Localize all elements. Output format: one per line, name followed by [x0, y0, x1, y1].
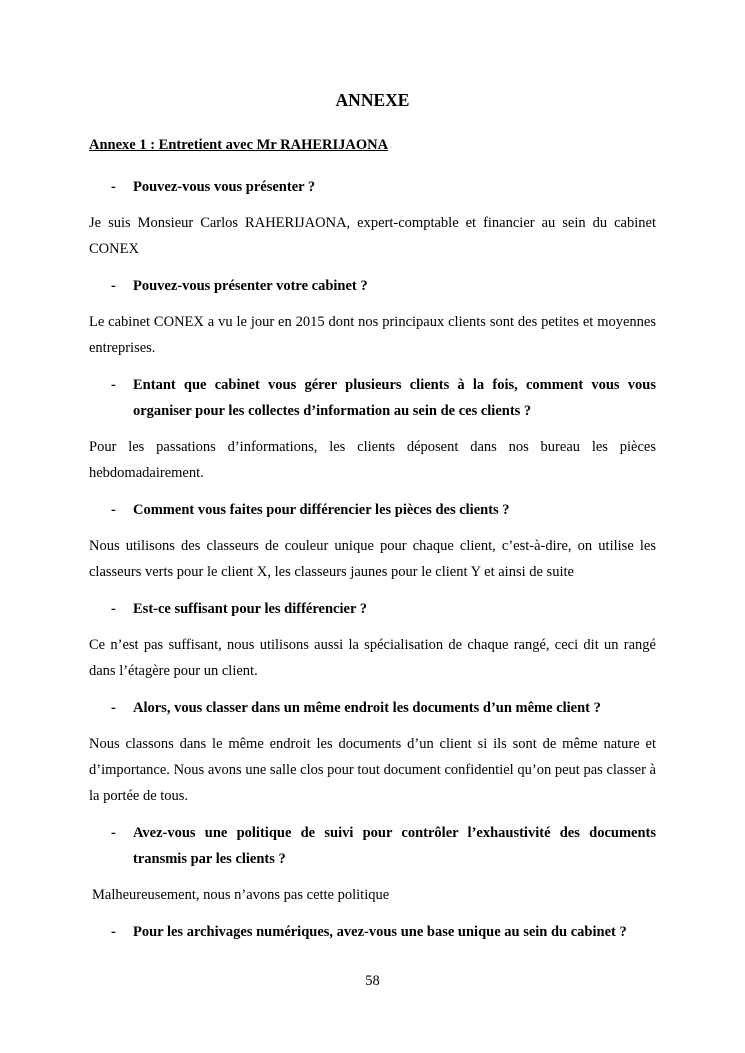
- question-6: [111, 695, 656, 721]
- question-1: [111, 174, 656, 200]
- page-number: 58: [365, 973, 380, 989]
- answer-6: Nous classons dans le même endroit les documents d’un client si ils sont de même nature et d’importance. Nous avons une salle clos pour tout document confidentiel qu’on peut pas classer à la portée de tous.: [89, 736, 656, 804]
- answer-5: Ce n’est pas suffisant, nous utilisons aussi la spécialisation de chaque rangé, ceci dit un rangé dans l’étagère pour un client.: [89, 637, 656, 679]
- answer-7: Malheureusement, nous n’avons pas cette politique: [92, 887, 390, 903]
- bullet-dash: -: [111, 278, 116, 294]
- bullet-dash: -: [111, 700, 116, 716]
- answer-3: Pour les passations d’informations, les clients déposent dans nos bureau les pièces hebdomadairement.: [89, 439, 656, 481]
- answer-2: Le cabinet CONEX a vu le jour en 2015 dont nos principaux clients sont des petites et moyennes entreprises.: [89, 314, 656, 356]
- bullet-dash: -: [111, 377, 116, 393]
- question-text: Pour les archivages numériques, avez-vous une base unique au sein du cabinet ?: [133, 924, 627, 940]
- question-text: Pouvez-vous présenter votre cabinet ?: [133, 278, 368, 294]
- question-text: Avez-vous une politique de suivi pour contrôler l’exhaustivité des documents transmis par les clients ?: [133, 825, 656, 867]
- document-body: [89, 135, 656, 955]
- question-text: Est-ce suffisant pour les différencier ?: [133, 601, 367, 617]
- bullet-dash: -: [111, 502, 116, 518]
- question-text: Comment vous faites pour différencier les pièces des clients ?: [133, 502, 510, 518]
- question-8: [111, 919, 656, 945]
- page-title: ANNEXE: [335, 90, 410, 110]
- question-text: Entant que cabinet vous gérer plusieurs clients à la fois, comment vous vous organiser pour les collectes d’information au sein de ces clients ?: [133, 377, 656, 419]
- bullet-dash: -: [111, 179, 116, 195]
- question-4: [111, 497, 656, 523]
- question-5: [111, 596, 656, 622]
- question-text: Pouvez-vous vous présenter ?: [133, 179, 316, 195]
- question-text: Alors, vous classer dans un même endroit les documents d’un même client ?: [133, 700, 601, 716]
- annex-heading: Annexe 1 : Entretient avec Mr RAHERIJAONA: [89, 137, 389, 153]
- question-7: [111, 820, 656, 872]
- question-2: [111, 273, 656, 299]
- answer-4: Nous utilisons des classeurs de couleur unique pour chaque client, c’est-à-dire, on utilise les classeurs verts pour le client X, les classeurs jaunes pour le client Y et ainsi de suite: [89, 538, 656, 580]
- bullet-dash: -: [111, 825, 116, 841]
- bullet-dash: -: [111, 924, 116, 940]
- question-3: [111, 372, 656, 424]
- bullet-dash: -: [111, 601, 116, 617]
- answer-1: Je suis Monsieur Carlos RAHERIJAONA, expert-comptable et financier au sein du cabinet CONEX: [89, 215, 656, 257]
